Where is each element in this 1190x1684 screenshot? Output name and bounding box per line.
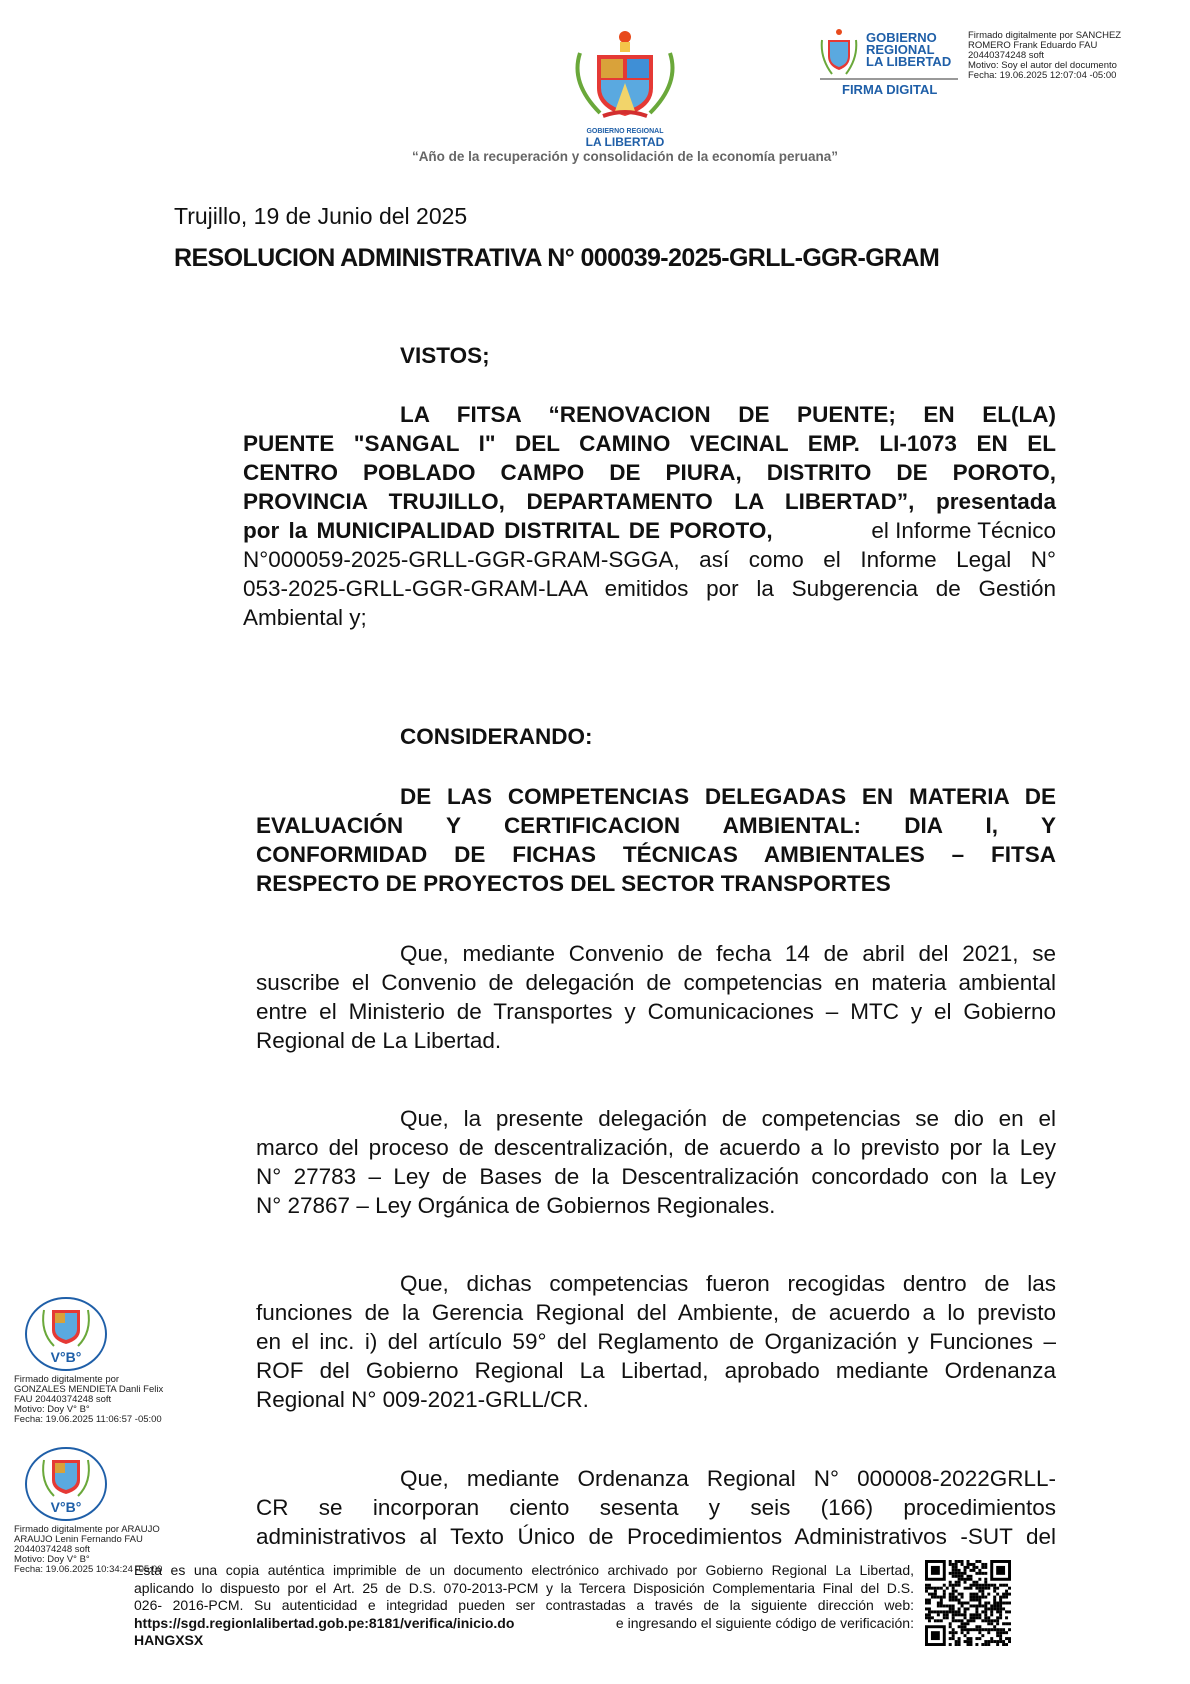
text-line: CONFORMIDAD DE FICHAS TÉCNICAS AMBIENTALES – FITSA xyxy=(256,842,1056,867)
sig-line: Motivo: Doy V° B° xyxy=(14,1404,90,1415)
vobo-label: V°B° xyxy=(50,1349,82,1365)
text-line: Regional N° 009-2021-GRLL/CR. xyxy=(256,1387,589,1412)
text-line: suscribe el Convenio de delegación de competencias en materia ambiental xyxy=(256,970,1056,995)
text-segment: el Informe Técnico xyxy=(865,518,1056,543)
tagline: “Año de la recuperación y consolidación de la economía peruana” xyxy=(411,149,839,164)
author-signature-info xyxy=(968,31,1121,81)
sig-line: Fecha: 19.06.2025 11:06:57 -05:00 xyxy=(14,1414,162,1425)
brand-line: GOBIERNO xyxy=(866,30,937,45)
text-line: Que, mediante Ordenanza Regional N° 000008-2022GRLL- xyxy=(400,1466,1056,1491)
text-line: Ambiental y; xyxy=(243,605,367,630)
considerando-paragraph-3 xyxy=(256,1269,1056,1414)
divider xyxy=(820,78,958,80)
considerando-paragraph-1 xyxy=(256,939,1056,1055)
regional-logo xyxy=(565,28,685,149)
sig-line: ARAUJO Lenin Fernando FAU xyxy=(14,1534,143,1545)
sig-line: 20440374248 soft xyxy=(14,1544,91,1555)
text-line: Regional de La Libertad. xyxy=(256,1028,502,1053)
text-line: Que, mediante Convenio de fecha 14 de abril del 2021, se xyxy=(400,941,1056,966)
vobo-signature-1 xyxy=(14,1375,163,1425)
logo-text-top: GOBIERNO REGIONAL xyxy=(586,128,664,135)
verification-code: HANGXSX xyxy=(134,1632,204,1648)
sig-line: Motivo: Doy V° B° xyxy=(14,1554,90,1565)
bold-segment: por la MUNICIPALIDAD DISTRITAL DE POROTO, xyxy=(243,518,773,543)
text-line: en el inc. i) del artículo 59° del Reglamento de Organización y Funciones – xyxy=(256,1329,1056,1354)
verification-link[interactable]: https://sgd.regionlalibertad.gob.pe:8181/verifica/inicio.do xyxy=(134,1614,515,1631)
vobo-stamp-1 xyxy=(24,1296,108,1377)
footer-line: aplicando lo dispuesto por el Art. 25 de D.S. 070-2013-PCM y la Tercera Disposición Complementaria Final del D.S. xyxy=(134,1579,914,1596)
small-coat-of-arms-icon xyxy=(820,28,858,78)
sig-line: Firmado digitalmente por SANCHEZ xyxy=(968,30,1122,41)
text-line: EVALUACIÓN Y CERTIFICACION AMBIENTAL: DIA I, Y xyxy=(256,813,1056,838)
text-line xyxy=(243,516,1056,545)
footer-segment: e ingresando el siguiente código de verificación: xyxy=(612,1614,914,1631)
text-line: Que, la presente delegación de competencias se dio en el xyxy=(400,1106,1056,1131)
text-line: N°000059-2025-GRLL-GGR-GRAM-SGGA, así como el Informe Legal N° xyxy=(243,547,1056,572)
text-line: administrativos al Texto Único de Procedimientos Administrativos -SUT del xyxy=(256,1524,1056,1549)
footer-line: 026- 2016-PCM. Su autenticidad e integridad pueden ser contrastadas a través de la siguiente dirección web: xyxy=(134,1597,914,1613)
sig-line: GONZALES MENDIETA Danli Felix xyxy=(14,1384,164,1395)
section-heading xyxy=(256,782,1056,898)
text-line: N° 27783 – Ley de Bases de la Descentralización concordado con la Ley xyxy=(256,1164,1056,1189)
sig-line: 20440374248 soft xyxy=(968,50,1045,61)
sig-line: Firmado digitalmente por ARAUJO xyxy=(14,1524,160,1535)
text-line: entre el Ministerio de Transportes y Comunicaciones – MTC y el Gobierno xyxy=(256,999,1056,1024)
logo-text-bottom: LA LIBERTAD xyxy=(585,135,665,149)
considerando-paragraph-4 xyxy=(256,1464,1056,1551)
firma-digital-badge xyxy=(820,28,970,98)
text-line: ROF del Gobierno Regional La Libertad, aprobado mediante Ordenanza xyxy=(256,1358,1056,1383)
vobo-label: V°B° xyxy=(50,1499,82,1515)
text-line: N° 27867 – Ley Orgánica de Gobiernos Regionales. xyxy=(256,1193,776,1218)
text-line: DE LAS COMPETENCIAS DELEGADAS EN MATERIA DE xyxy=(400,784,1056,809)
sig-line: Motivo: Soy el autor del documento xyxy=(968,60,1117,71)
considerando-heading: CONSIDERANDO: xyxy=(400,724,593,749)
coat-of-arms-icon xyxy=(565,28,685,123)
brand-line: LA LIBERTAD xyxy=(866,54,952,69)
text-line: Que, dichas competencias fueron recogidas dentro de las xyxy=(400,1271,1056,1296)
sig-line: Fecha: 19.06.2025 12:07:04 -05:00 xyxy=(968,70,1117,81)
footer-line: Esta es una copia auténtica imprimible de un documento electrónico archivado por Gobierno Regional La Libertad, xyxy=(134,1562,914,1578)
text-line: marco del proceso de descentralización, de acuerdo a lo previsto por la Ley xyxy=(256,1135,1056,1160)
text-line: funciones de la Gerencia Regional del Ambiente, de acuerdo a lo previsto xyxy=(256,1300,1056,1325)
document-title: RESOLUCION ADMINISTRATIVA N° 000039-2025-GRLL-GGR-GRAM xyxy=(174,244,940,272)
text-line: LA FITSA “RENOVACION DE PUENTE; EN EL(LA) xyxy=(400,402,1056,427)
authenticity-footer xyxy=(134,1562,914,1650)
vobo-seal-icon xyxy=(24,1296,108,1372)
vistos-paragraph xyxy=(243,400,1056,632)
sig-line: ROMERO Frank Eduardo FAU xyxy=(968,40,1098,51)
place-date: Trujillo, 19 de Junio del 2025 xyxy=(174,203,468,229)
sig-line: FAU 20440374248 soft xyxy=(14,1394,112,1405)
considerando-paragraph-2 xyxy=(256,1104,1056,1220)
brand-line: REGIONAL xyxy=(866,42,935,57)
text-line: RESPECTO DE PROYECTOS DEL SECTOR TRANSPORTES xyxy=(256,871,891,896)
vobo-seal-icon xyxy=(24,1446,108,1522)
text-line: PROVINCIA TRUJILLO, DEPARTAMENTO LA LIBERTAD”, presentada xyxy=(243,489,1056,514)
qr-code-icon xyxy=(925,1560,1011,1646)
vistos-heading: VISTOS; xyxy=(400,343,490,368)
text-line: PUENTE "SANGAL I" DEL CAMINO VECINAL EMP. LI-1073 EN EL xyxy=(243,431,1056,456)
sig-line: Fecha: 19.06.2025 10:34:24 -05:00 xyxy=(14,1564,163,1575)
text-line: 053-2025-GRLL-GGR-GRAM-LAA emitidos por la Subgerencia de Gestión xyxy=(243,576,1056,601)
vobo-stamp-2 xyxy=(24,1446,108,1527)
text-line: CR se incorporan ciento sesenta y seis (166) procedimientos xyxy=(256,1495,1056,1520)
sig-line: Firmado digitalmente por xyxy=(14,1374,120,1385)
text-line: CENTRO POBLADO CAMPO DE PIURA, DISTRITO DE POROTO, xyxy=(243,460,1056,485)
footer-line xyxy=(134,1615,914,1633)
firma-digital-label: FIRMA DIGITAL xyxy=(842,82,938,97)
